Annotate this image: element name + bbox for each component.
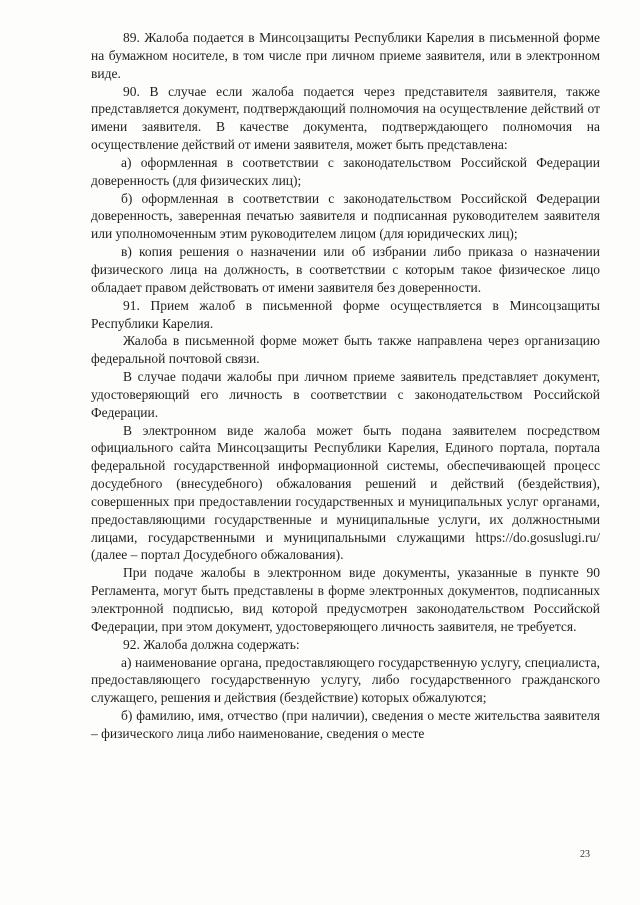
paragraph-89: 89. Жалоба подается в Минсоцзащиты Республики Карелия в письменной форме на бумажном носителе, в том числе при личном приеме заявителя, или в электронном виде. [91,30,600,81]
paragraph-92: 92. Жалоба должна содержать: [123,636,300,652]
paragraph-91: 91. Прием жалоб в письменной форме осуществляется в Минсоцзащиты Республики Карелия. [91,297,600,331]
paragraph-90-a: а) оформленная в соответствии с законодательством Российской Федерации доверенность (для физических лиц); [91,154,600,188]
page-number: 23 [580,849,590,860]
paragraph-91-electronic-docs: При подаче жалобы в электронном виде документы, указанные в пункте 90 Регламента, могут быть представлены в форме электронных документов, подписанных электронной подписью, вид которой предусмотрен законодательством Российской Федерации, при этом документ, удостоверяющего личность заявителя, не требуется. [91,565,600,634]
paragraph-91-electronic: В электронном виде жалоба может быть подана заявителем посредством официального сайта Минсоцзащиты Республики Карелия, Единого портала, портала федеральной государственной информационной системы, обеспечивающей процесс досудебного (внесудебного) обжалования решений и действий (бездействия), совершенных при предоставлении государственных и муниципальных услуг органами, предоставляющими государственные и муниципальные услуги, их должностными лицами, государственными и муниципальными служащими https://do.gosuslugi.ru/ (далее – портал Досудебного обжалования). [91,422,600,563]
paragraph-90-b: б) оформленная в соответствии с законодательством Российской Федерации доверенность, заверенная печатью заявителя и подписанная руководителем заявителя или уполномоченным этим руководителем лицом (для юридических лиц); [91,190,600,242]
paragraph-92-b: б) фамилию, имя, отчество (при наличии), сведения о месте жительства заявителя – физического лица либо наименование, сведения о месте [91,708,600,741]
paragraph-90-v: в) копия решения о назначении или об избрании либо приказа о назначении физического лица на должность, в соответствии с которым такое физическое лицо обладает правом действовать от имени заявителя без доверенности. [91,244,600,295]
paragraph-90: 90. В случае если жалоба подается через представителя заявителя, также представляется документ, подтверждающий полномочия на осуществление действий от имени заявителя. В качестве документа, подтверждающего полномочия на осуществление действий от имени заявителя, может быть представлена: [91,83,600,153]
paragraph-91-personal: В случае подачи жалобы при личном приеме заявитель представляет документ, удостоверяющий его личность в соответствии с законодательством Российской Федерации. [91,369,600,420]
document-body [91,29,600,743]
paragraph-92-a: а) наименование органа, предоставляющего государственную услугу, специалиста, предоставляющего государственную услугу, либо государственного гражданского служащего, решения и действия (бездействие) которых обжалуются; [91,654,600,706]
paragraph-91-postal: Жалоба в письменной форме может быть также направлена через организацию федеральной почтовой связи. [91,333,600,367]
